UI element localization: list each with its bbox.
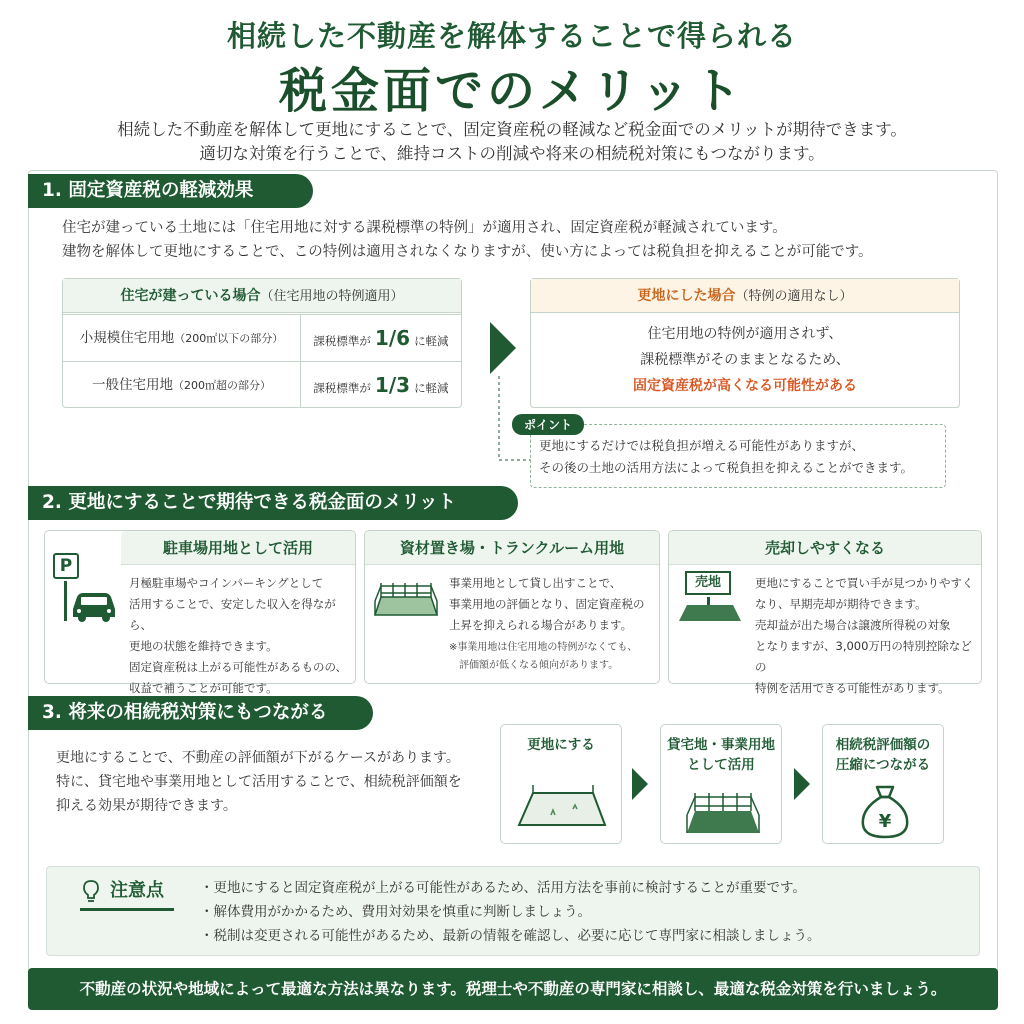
flow-step-business-use [660,724,782,844]
card-storage-note: ※事業用地は住宅用地の特例がなくても、 [449,642,638,653]
flow-step-label: 貸宅地・事業用地 [667,737,775,753]
card-storage-line: 上昇を抑えられる場合があります。 [449,618,633,632]
card-sale-line: なり、早期売却が期待できます。 [755,597,927,611]
section3-text-1: 更地にすることで、不動産の評価額が下がるケースがあります。 [56,750,460,766]
vacant-land-line-1: 住宅用地の特例が適用されず、 [647,326,843,342]
vacant-land-box [530,278,960,408]
yen-icon: ¥ [878,811,892,832]
card-storage-line: 事業用地の評価となり、固定資産税の [449,597,645,611]
point-line-2: その後の土地の活用方法によって税負担を抑えることができます。 [539,460,914,475]
footer-banner: 不動産の状況や地域によって最適な方法は異なります。税理士や不動産の専門家に相談し、最適な税金対策を行いましょう。 [28,968,998,1010]
row-value-fraction: 1/3 [374,373,411,397]
vacant-land-title-note: （特例の適用なし） [735,289,853,304]
card-sale-line: となりますが、3,000万円の特別控除などの [755,639,972,674]
card-parking [44,530,356,695]
intro-line-2: 適切な対策を行うことで、維持コストの削減や将来の相続税対策にもつながります。 [199,144,825,163]
card-parking-line: 活用することで、安定した収入を得ながら、 [129,597,336,632]
card-sale-line: 売却益が出た場合は譲渡所得税の対象 [755,618,951,632]
point-badge: ポイント [512,414,584,435]
page-title-line2: 税金面でのメリット [278,63,746,119]
row-value-fraction: 1/6 [374,326,411,350]
page-title-line1: 相続した不動産を解体することで得られる [226,19,797,53]
fenced-lot-icon [371,571,441,619]
card-storage-note: 評価額が低くなる傾向があります。 [459,660,619,671]
housing-land-title-text: 住宅が建っている場合 [120,288,261,304]
housing-land-table [62,278,462,408]
vacant-land-title [531,279,959,313]
intro-line-1: 相続した不動産を解体して更地にすることで、固定資産税の軽減など税金面でのメリットが期待できます。 [117,120,907,139]
section2-heading: 2. 更地にすることで期待できる税金面のメリット [28,486,518,520]
row-label: 小規模住宅用地 [79,330,175,346]
card-storage-line: 事業用地として貸し出すことで、 [449,576,622,590]
row-value-cell [301,315,461,361]
row-label-note: （200㎡以下の部分） [174,332,284,345]
card-storage-title: 資材置き場・トランクルーム用地 [365,531,659,565]
section1-text-1: 住宅が建っている土地には「住宅用地に対する課税標準の特例」が適用され、固定資産税が軽減されています。 [62,220,787,236]
parking-sign-icon: P [53,553,79,579]
card-parking-line: 月極駐車場やコインパーキングとして [129,576,324,590]
fenced-lot-icon [683,781,763,837]
table-row [63,361,461,407]
section3-heading: 3. 将来の相続税対策にもつながる [28,696,373,730]
section1-heading: 1. 固定資産税の軽減効果 [28,174,313,208]
table-row [63,314,461,360]
row-label: 一般住宅用地 [92,377,173,393]
card-sale-line: 特例を活用できる可能性があります。 [755,681,950,695]
arrow-right-icon [490,322,516,374]
card-parking-title: 駐車場用地として活用 [121,531,355,565]
row-label-note: （200㎡超の部分） [173,379,271,392]
section3-text-3: 抑える効果が期待できます。 [56,798,237,814]
housing-land-table-title [63,279,461,313]
flow-step-reduction [822,724,944,844]
vacant-land-highlight: 固定資産税が高くなる可能性がある [633,378,857,394]
card-sale [668,530,982,695]
card-parking-line: 更地の状態を維持できます。 [129,639,278,653]
vacant-land-title-text: 更地にした場合 [637,288,736,304]
caution-label: 注意点 [110,880,164,901]
vacant-land-line-2: 課税標準がそのままとなるため、 [640,352,850,368]
card-parking-line: 固定資産税は上がる可能性があるものの、 [129,660,348,674]
point-line-1: 更地にするだけでは税負担が増える可能性がありますが、 [539,438,865,453]
card-parking-line: 収益で補うことが可能です。 [129,681,278,695]
row-value-prefix: 課税標準が [313,334,371,348]
caution-item: ・解体費用がかかるため、費用対効果を慎重に判断しましょう。 [200,904,591,920]
flow-arrow-icon [794,768,810,800]
row-value-cell [301,362,461,408]
caution-underline [80,908,174,911]
point-box [530,424,946,488]
caution-item: ・更地にすると固定資産税が上がる可能性があるため、活用方法を事前に検討することが重要です。 [200,880,806,896]
flow-step-label: 圧縮につながる [835,757,931,773]
housing-land-title-note: （住宅用地の特例適用） [260,289,404,304]
row-value-prefix: 課税標準が [313,381,371,395]
flow-step-vacant [500,724,622,844]
card-sale-title: 売却しやすくなる [669,531,981,565]
caution-item: ・税制は変更される可能性があるため、最新の情報を確認し、必要に応じて専門家に相談しましょう。 [200,928,821,944]
flow-arrow-icon [632,768,648,800]
parking-pole-icon [64,581,67,621]
flow-step-label: 相続税評価額の [835,737,931,753]
for-sale-sign-icon: 売地 [685,571,731,595]
card-storage [364,530,660,684]
vacant-lot-icon [515,781,611,831]
row-label-cell [63,362,301,408]
card-sale-line: 更地にすることで買い手が見つかりやすく [755,576,974,590]
row-label-cell [63,315,301,361]
land-plot-icon [675,601,745,623]
lightbulb-icon [80,878,102,904]
flow-step-label: 更地にする [527,737,595,753]
flow-step-label: として活用 [687,757,755,773]
section1-text-2: 建物を解体して更地にすることで、この特例は適用されなくなりますが、使い方によっては税負担を抑えることが可能です。 [62,244,873,260]
section3-text-2: 特に、貸宅地や事業用地として活用することで、相続税評価額を [56,774,462,790]
row-value-suffix: に軽減 [414,381,449,395]
car-icon [69,587,119,623]
row-value-suffix: に軽減 [414,334,449,348]
